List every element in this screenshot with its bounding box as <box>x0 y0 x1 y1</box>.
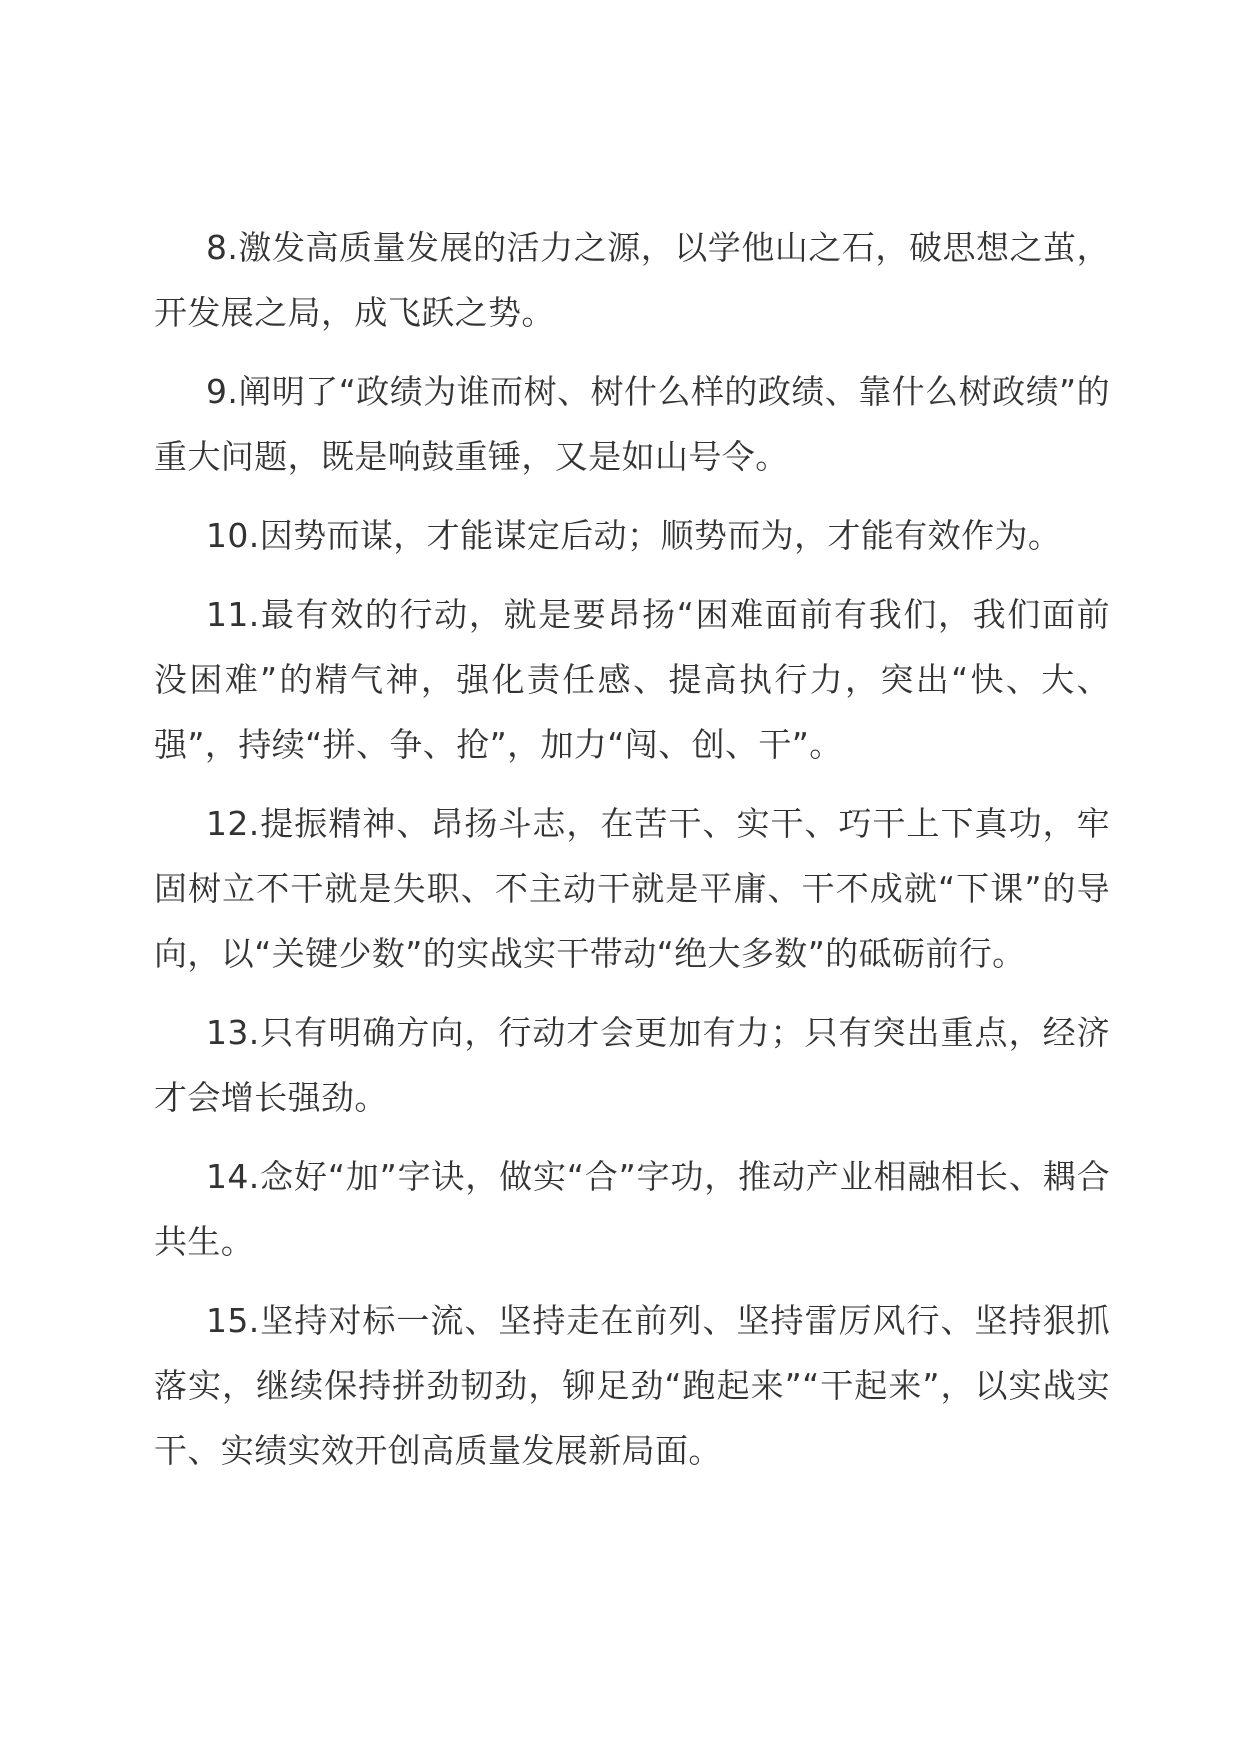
paragraph-text: 因势而谋，才能谋定后动；顺势而为，才能有效作为。 <box>259 516 1062 555</box>
paragraph-text: 激发高质量发展的活力之源，以学他山之石，破思想之茧，开发展之局，成飞跃之势。 <box>154 228 1110 332</box>
paragraph-number: 12. <box>206 804 260 843</box>
paragraph-9 <box>154 359 1110 489</box>
paragraph-14 <box>154 1144 1110 1274</box>
paragraph-number: 8. <box>206 228 239 267</box>
paragraph-number: 15. <box>206 1301 260 1340</box>
paragraph-number: 11. <box>206 595 260 634</box>
paragraph-11 <box>154 582 1110 777</box>
paragraph-number: 14. <box>206 1157 260 1196</box>
document-body <box>154 215 1110 1497</box>
paragraph-number: 10. <box>206 516 260 555</box>
paragraph-number: 9. <box>206 372 239 411</box>
paragraph-number: 13. <box>206 1013 260 1052</box>
paragraph-15 <box>154 1288 1110 1483</box>
paragraph-text: 坚持对标一流、坚持走在前列、坚持雷厉风行、坚持狠抓落实，继续保持拼劲韧劲，铆足劲“跑起来”“干起来”，以实战实干、实绩实效开创高质量发展新局面。 <box>154 1301 1110 1470</box>
paragraph-text: 提振精神、昂扬斗志，在苦干、实干、巧干上下真功，牢固树立不干就是失职、不主动干就是平庸、干不成就“下课”的导向，以“关键少数”的实战实干带动“绝大多数”的砥砺前行。 <box>154 804 1110 973</box>
paragraph-10 <box>154 503 1110 568</box>
paragraph-8 <box>154 215 1110 345</box>
paragraph-text: 最有效的行动，就是要昂扬“困难面前有我们，我们面前没困难”的精气神，强化责任感、提高执行力，突出“快、大、强”，持续“拼、争、抢”，加力“闯、创、干”。 <box>154 595 1110 764</box>
paragraph-text: 阐明了“政绩为谁而树、树什么样的政绩、靠什么树政绩”的重大问题，既是响鼓重锤，又是如山号令。 <box>154 372 1110 476</box>
paragraph-text: 念好“加”字诀，做实“合”字功，推动产业相融相长、耦合共生。 <box>154 1157 1110 1261</box>
paragraph-text: 只有明确方向，行动才会更加有力；只有突出重点，经济才会增长强劲。 <box>154 1013 1110 1117</box>
paragraph-12 <box>154 791 1110 986</box>
paragraph-13 <box>154 1000 1110 1130</box>
